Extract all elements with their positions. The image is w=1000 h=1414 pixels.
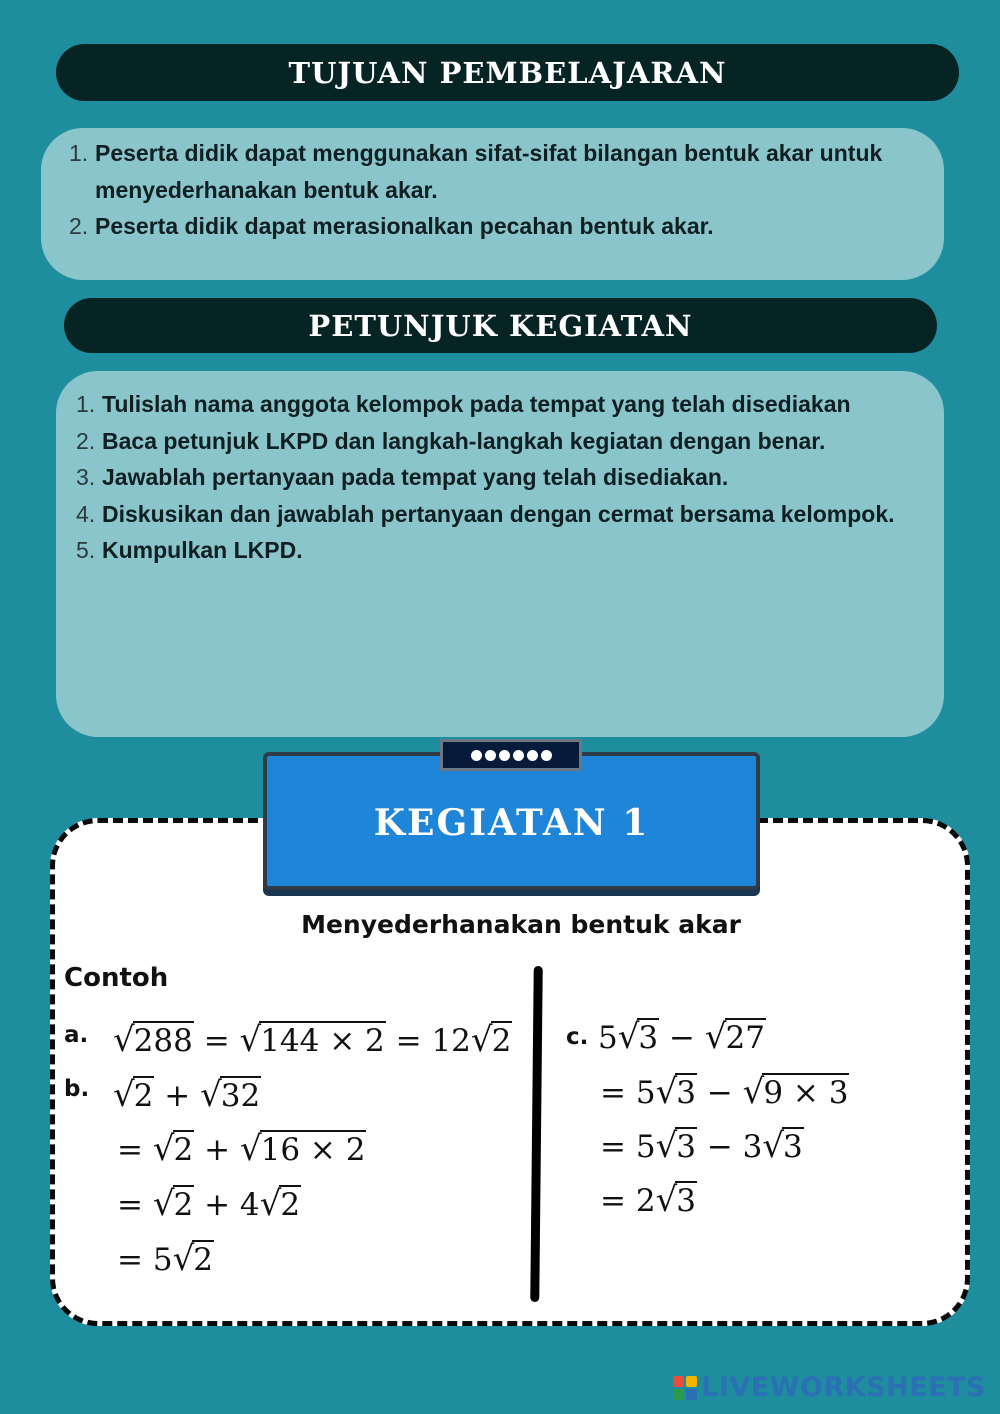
example-b-line4: = 5√2 <box>117 1239 213 1279</box>
example-a-equation: √288 = √144 × 2 = 12√2 <box>113 1020 512 1060</box>
list-item: 2. Peserta didik dapat merasionalkan pecahan bentuk akar. <box>69 213 714 239</box>
petunjuk-header <box>64 298 937 353</box>
tujuan-list <box>69 135 909 245</box>
list-item: 4. Diskusikan dan jawablah pertanyaan dengan cermat bersama kelompok. <box>76 500 895 527</box>
kegiatan-title: KEGIATAN 1 <box>373 802 650 844</box>
dot-icon <box>499 750 510 761</box>
list-item: 3. Jawablah pertanyaan pada tempat yang telah disediakan. <box>76 464 729 490</box>
contoh-label: Contoh <box>64 963 169 993</box>
example-b-line3: = √2 + 4√2 <box>117 1184 301 1224</box>
example-c-label: c. <box>566 1024 589 1050</box>
dot-icon <box>471 750 482 761</box>
liveworksheets-brand: LIVEWORKSHEETS <box>701 1372 986 1403</box>
example-b-line2: = √2 + √16 × 2 <box>117 1129 366 1169</box>
petunjuk-list <box>76 386 914 569</box>
example-c-line3: = 5√3 − 3√3 <box>600 1126 803 1166</box>
list-item: 1. Peserta didik dapat menggunakan sifat-sifat bilangan bentuk akar untuk menyederhanakan bentuk akar. <box>69 140 883 203</box>
petunjuk-title: PETUNJUK KEGIATAN <box>308 308 693 343</box>
logo-square <box>673 1389 684 1400</box>
example-b-label: b. <box>64 1076 90 1102</box>
example-b-line1: √2 + √32 <box>113 1075 261 1115</box>
tujuan-header <box>56 44 959 101</box>
banner-tab <box>440 739 582 771</box>
dot-icon <box>527 750 538 761</box>
example-c-line2: = 5√3 − √9 × 3 <box>600 1072 849 1112</box>
logo-square <box>673 1376 684 1387</box>
dot-icon <box>485 750 496 761</box>
petunjuk-card <box>56 371 944 737</box>
example-c-line1: 5√3 − √27 <box>598 1017 765 1057</box>
kegiatan-subtitle: Menyederhanakan bentuk akar <box>301 910 741 939</box>
example-c-line4: = 2√3 <box>600 1180 696 1220</box>
list-item: 2. Baca petunjuk LKPD dan langkah-langkah kegiatan dengan benar. <box>76 427 826 454</box>
kegiatan-banner <box>263 752 760 890</box>
liveworksheets-icon <box>673 1376 697 1400</box>
dot-icon <box>513 750 524 761</box>
example-a-label: a. <box>64 1022 89 1048</box>
logo-square <box>686 1376 697 1387</box>
list-item: 5. Kumpulkan LKPD. <box>76 537 303 563</box>
list-item: 1. Tulislah nama anggota kelompok pada tempat yang telah disediakan <box>76 391 851 417</box>
tujuan-title: TUJUAN PEMBELAJARAN <box>288 55 727 90</box>
dot-icon <box>541 750 552 761</box>
liveworksheets-logo[interactable] <box>673 1372 986 1403</box>
logo-square <box>686 1389 697 1400</box>
tujuan-card <box>41 128 944 280</box>
